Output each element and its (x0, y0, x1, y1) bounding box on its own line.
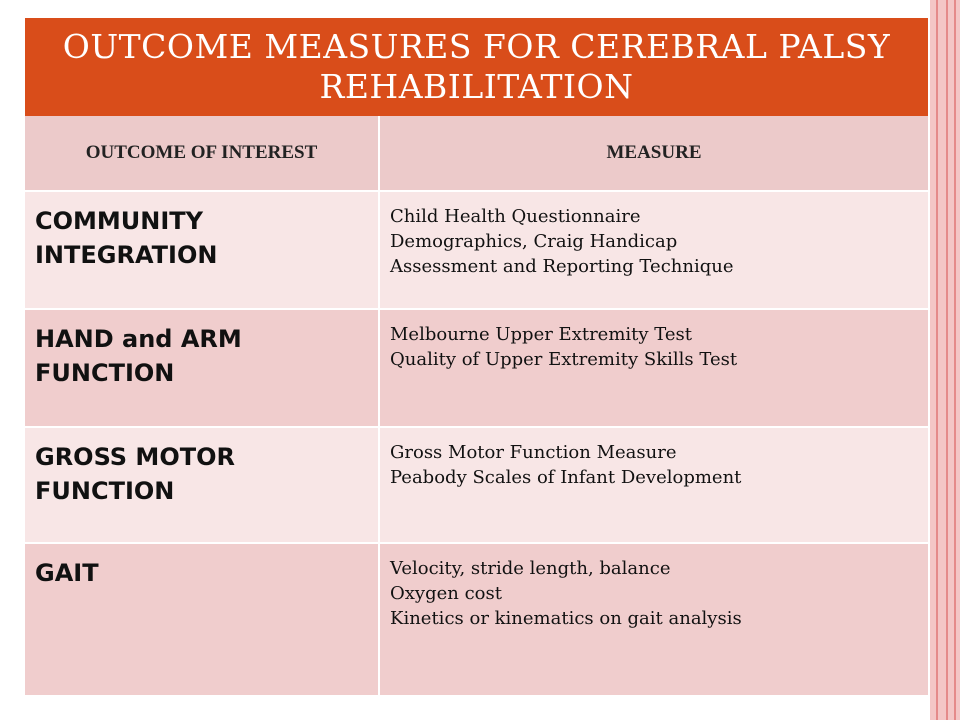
measure-item: Assessment and Reporting Technique (390, 256, 734, 277)
edge-stripe-line (946, 0, 948, 720)
measure-item: Velocity, stride length, balance (390, 558, 671, 579)
measure-item: Quality of Upper Extremity Skills Test (390, 349, 738, 370)
outcome-cell: HAND and ARM FUNCTION (25, 309, 379, 427)
table-row (25, 427, 928, 543)
column-header-measure: MEASURE (379, 116, 928, 191)
outcome-measures-table (25, 18, 928, 695)
outcome-cell: GAIT (25, 543, 379, 695)
measure-item: Demographics, Craig Handicap (390, 231, 678, 252)
measure-cell (379, 309, 928, 427)
table-row (25, 191, 928, 309)
measure-cell (379, 191, 928, 309)
table-row (25, 309, 928, 427)
measure-cell (379, 427, 928, 543)
edge-stripe-line (954, 0, 956, 720)
outcome-cell: COMMUNITY INTEGRATION (25, 191, 379, 309)
measure-item: Oxygen cost (390, 583, 502, 604)
edge-stripe-line (936, 0, 938, 720)
measure-item: Kinetics or kinematics on gait analysis (390, 608, 742, 629)
measure-item: Gross Motor Function Measure (390, 442, 677, 463)
measure-item: Child Health Questionnaire (390, 206, 641, 227)
measure-item: Peabody Scales of Infant Development (390, 467, 742, 488)
outcome-cell: GROSS MOTOR FUNCTION (25, 427, 379, 543)
table-row (25, 543, 928, 695)
measure-cell (379, 543, 928, 695)
slide-title: OUTCOME MEASURES FOR CEREBRAL PALSY REHABILITATION (25, 18, 928, 116)
edge-decoration (930, 0, 960, 720)
column-header-outcome: OUTCOME OF INTEREST (25, 116, 379, 191)
measure-item: Melbourne Upper Extremity Test (390, 324, 693, 345)
